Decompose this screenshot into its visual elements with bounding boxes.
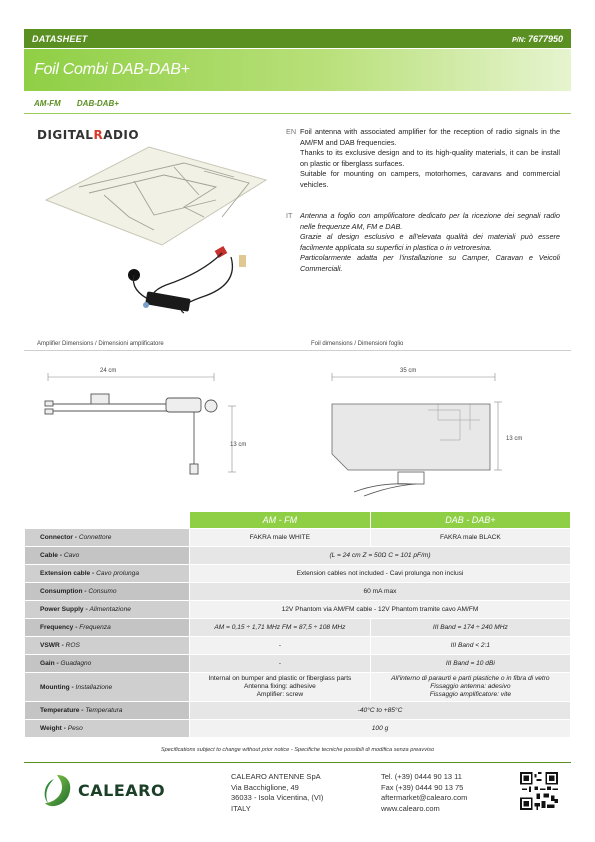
cell-mounting-amfm: Internal on bumper and plastic or fiberglass parts Antenna fixing: adhesive Amplifier: screw xyxy=(190,673,371,702)
table-row xyxy=(25,583,571,601)
spec-disclaimer: Specifications subject to change without prior notice - Specifiche tecniche possibili di modifica senza preavviso xyxy=(160,747,435,753)
address-line: CALEARO ANTENNE SpA xyxy=(231,772,321,781)
desc-en-p3: Suitable for mounting on campers, motorhomes, caravans and commercial vehicles. xyxy=(300,169,560,189)
spec-table xyxy=(24,511,571,738)
row-label-frequency: Frequency - Frequenza xyxy=(25,619,190,637)
drawings-rule xyxy=(24,350,571,351)
table-row xyxy=(25,637,571,655)
row-label-power: Power Supply - Alimentazione xyxy=(25,601,190,619)
calearo-wordmark: CALEARO xyxy=(78,781,166,800)
part-number xyxy=(512,34,563,44)
cell-extension: Extension cables not included - Cavi prolunga non inclusi xyxy=(190,565,571,583)
description-en xyxy=(286,127,560,191)
spec-header-row xyxy=(25,512,571,529)
spec-col-am-fm: AM - FM xyxy=(190,512,371,529)
datasheet-header-bar xyxy=(24,29,571,48)
calearo-logo xyxy=(40,773,200,809)
cell-consumption: 60 mA max xyxy=(190,583,571,601)
cell-weight: 100 g xyxy=(190,720,571,738)
section-label: DATASHEET xyxy=(32,33,88,44)
foil-dimensions-caption: Foil dimensions / Dimensioni foglio xyxy=(311,341,404,347)
row-label-weight: Weight - Peso xyxy=(25,720,190,738)
contact-website[interactable]: www.calearo.com xyxy=(381,803,440,813)
table-row xyxy=(25,529,571,547)
row-label-connector: Connector - Connettore xyxy=(25,529,190,547)
logo-letter-r: R xyxy=(93,128,104,142)
footer-rule xyxy=(24,762,571,763)
foil-height-label: 13 cm xyxy=(506,436,523,442)
product-photo xyxy=(34,145,274,325)
title-bar xyxy=(24,49,571,91)
contact-fax: Fax (+39) 0444 90 13 75 xyxy=(381,782,464,792)
table-row xyxy=(25,702,571,720)
logo-word-digital: DIGITAL xyxy=(37,128,94,142)
calearo-emblem-icon xyxy=(40,773,74,809)
cell-mounting-dab: All'interno di paraurti e parti plastiche o in fibra di vetro Fissaggio antenna: adesivo Fissaggio amplificatore: vite xyxy=(370,673,570,702)
table-row xyxy=(25,720,571,738)
band-am-fm: AM-FM xyxy=(34,99,61,108)
company-contact xyxy=(381,772,467,814)
cell-cable: (L = 24 cm Z = 50Ω C = 101 pF/m) xyxy=(190,547,571,565)
address-line: ITALY xyxy=(231,803,251,813)
part-number-value: 7677950 xyxy=(527,33,563,44)
company-address xyxy=(231,772,323,814)
cell-temperature: -40°C to +85°C xyxy=(190,702,571,720)
cell-gain-amfm: - xyxy=(190,655,371,673)
contact-email[interactable]: aftermarket@calearo.com xyxy=(381,793,468,802)
cell-frequency-dab: III Band = 174 ÷ 240 MHz xyxy=(370,619,570,637)
table-row xyxy=(25,619,571,637)
contact-tel: Tel. (+39) 0444 90 13 11 xyxy=(381,772,462,781)
digital-radio-logo xyxy=(37,128,139,142)
address-line: 36033 - Isola Vicentina, (VI) xyxy=(231,793,324,802)
table-row xyxy=(25,547,571,565)
cell-connector-amfm: FAKRA male WHITE xyxy=(190,529,371,547)
desc-it-p3: Particolarmente adatta per l'installazione su Camper, Caravan e Veicoli Commerciali. xyxy=(300,253,560,273)
qr-code-icon[interactable] xyxy=(520,772,558,810)
desc-en-p2: Thanks to its exclusive design and to its high-quality materials, it can be install on plastic or fiberglass surfaces. xyxy=(300,148,560,168)
cell-power: 12V Phantom via AM/FM cable - 12V Phantom tramite cavo AM/FM xyxy=(190,601,571,619)
table-row xyxy=(25,673,571,702)
address-line: Via Bacchiglione, 49 xyxy=(231,782,299,792)
description-it xyxy=(286,211,560,275)
product-title: Foil Combi DAB-DAB+ xyxy=(34,61,190,78)
foil-drawing xyxy=(320,360,540,500)
desc-it-p1: Antenna a foglio con amplificatore dedicato per la ricezione dei segnali radio nelle frequenze AM, FM e DAB. xyxy=(300,211,560,231)
table-row xyxy=(25,601,571,619)
amplifier-dimensions-caption: Amplifier Dimensions / Dimensioni amplificatore xyxy=(37,341,164,347)
spec-header-blank xyxy=(25,512,190,529)
cell-vswr-dab: III Band < 2:1 xyxy=(370,637,570,655)
band-dab: DAB-DAB+ xyxy=(76,99,119,108)
logo-word-adio: ADIO xyxy=(103,128,140,142)
cell-gain-dab: III Band = 10 dBi xyxy=(370,655,570,673)
desc-en-p1: Foil antenna with associated amplifier for the reception of radio signals in the AM/FM and DAB frequencies. xyxy=(300,127,560,147)
row-label-temperature: Temperature - Temperatura xyxy=(25,702,190,720)
row-label-consumption: Consumption - Consumo xyxy=(25,583,190,601)
foil-width-label: 35 cm xyxy=(400,368,417,374)
desc-it-p2: Grazie al design esclusivo e all'elevata qualità dei materiali può essere facilmente applicata su superfici in plastica o in vetroresina. xyxy=(300,232,560,252)
part-number-label: P/N: xyxy=(511,36,526,44)
subtitle-rule xyxy=(24,113,571,114)
row-label-vswr: VSWR - ROS xyxy=(25,637,190,655)
row-label-extension: Extension cable - Cavo prolunga xyxy=(25,565,190,583)
amplifier-drawing xyxy=(36,360,256,500)
amp-width-label: 24 cm xyxy=(100,368,117,374)
lang-en-label: EN xyxy=(286,127,297,136)
lang-it-label: IT xyxy=(286,211,293,220)
cell-frequency-amfm: AM = 0,15 ÷ 1,71 MHz FM = 87,5 ÷ 108 MHz xyxy=(190,619,371,637)
table-row xyxy=(25,655,571,673)
cell-connector-dab: FAKRA male BLACK xyxy=(370,529,570,547)
row-label-cable: Cable - Cavo xyxy=(25,547,190,565)
spec-col-dab: DAB - DAB+ xyxy=(370,512,570,529)
table-row xyxy=(25,565,571,583)
amp-height-label: 13 cm xyxy=(230,442,247,448)
row-label-gain: Gain - Guadagno xyxy=(25,655,190,673)
band-subtitle xyxy=(34,99,133,108)
cell-vswr-amfm: - xyxy=(190,637,371,655)
row-label-mounting: Mounting - Installazione xyxy=(25,673,190,702)
